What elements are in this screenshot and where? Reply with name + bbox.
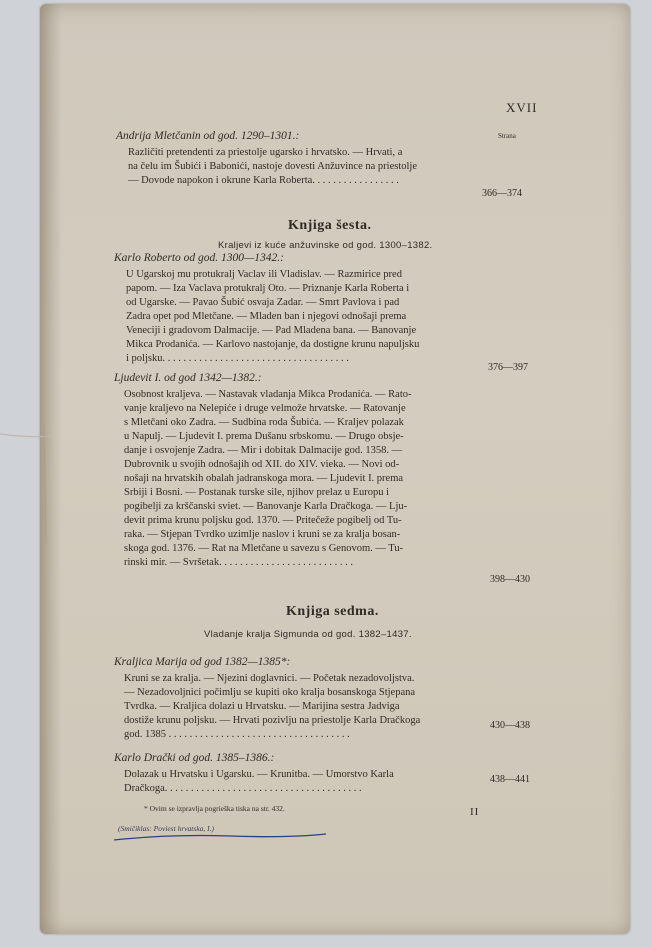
entry-heading: Ljudevit I. od god 1342—1382.: [114,372,262,384]
signature-mark: II [470,806,480,818]
entry-heading: Karlo Roberto od god. 1300—1342.: [114,252,284,264]
entry-line: Osobnost kraljeva. — Nastavak vladanja Mikca Prodanića. — Rato- [124,389,412,400]
binding-thread [0,424,60,544]
credit-line: (Smičiklas: Poviest hrvatska, I.) [118,824,215,833]
entry-line: Srbiji i Bosni. — Postanak turske sile, njihov prelaz u Europu i [124,487,390,498]
entry-heading: Karlo Drački od god. 1385–1386.: [114,752,275,764]
book-page [40,4,630,934]
entry-line: devit prima krunu poljsku god. 1370. — Pritečeže pogibelj od Tu- [124,515,402,526]
entry-line: od Ugarske. — Pavao Šubić osvaja Zadar. — Smrt Pavlova i pad [126,297,400,308]
entry-line: Dubrovnik u svojih odnošajih od XII. do XIV. vieka. — Novi od- [124,459,400,470]
page-range: 376—397 [488,362,528,373]
entry-line: Dolazak u Hrvatsku i Ugarsku. — Krunitba. — Umorstvo Karla [124,769,394,780]
page-range: 430—438 [490,720,530,731]
entry-heading: Kraljica Marija od god 1382—1385*: [114,656,291,668]
book-subtitle: Kraljevi iz kuće anžuvinske od god. 1300–1382. [218,240,433,251]
entry-line: pogibelji za krščanski sviet. — Banovanje Karla Dračkoga. — Lju- [124,501,408,512]
entry-line: raka. — Stjepan Tvrdko uzimlje naslov i kruni se za kralja bosan- [124,529,401,540]
entry-line: Mikca Prodanića. — Karlovo nastojanje, da dostigne krunu napuljsku [126,339,420,350]
entry-line: papom. — Iza Vaclava protukralj Oto. — Priznanje Karla Roberta i [126,283,410,294]
entry-line: skoga god. 1376. — Rat na Mletčane u savezu s Genovom. — Tu- [124,543,404,554]
entry-line: U Ugarskoj mu protukralj Vaclav ili Vladislav. — Razmirice pred [126,269,402,280]
entry-line: i poljsku. . . . . . . . . . . . . . . . . . . . . . . . . . . . . . . . . . . . [126,353,349,364]
entry-line: — Nezadovoljnici počimlju se kupiti oko kralja bosanskoga Stjepana [124,687,416,698]
book-title: Knjiga šesta. [288,218,372,233]
entry-line: u Napulj. — Ljudevit I. prema Dušanu srbskomu. — Drugo obsje- [124,431,404,442]
entry-line: Tvrdka. — Kraljica dolazi u Hrvatsku. — Marijina sestra Jadviga [124,701,400,712]
entry-line: Dračkoga. . . . . . . . . . . . . . . . . . . . . . . . . . . . . . . . . . . . . . [124,783,362,794]
entry-line: danje i osvojenje Zadra. — Mir i dobitak Dalmacije god. 1358. — [124,445,403,456]
page-range: 366—374 [482,188,522,199]
column-header: Strana [498,132,516,140]
entry-line: Veneciji i gradovom Dalmacije. — Pad Mladena bana. — Banovanje [126,325,417,336]
book-subtitle: Vladanje kralja Sigmunda od god. 1382–1437. [204,629,412,640]
entry-line: — Dovode napokon i okrune Karla Roberta. . . . . . . . . . . . . . . . . [128,175,399,186]
page-range: 438—441 [490,774,530,785]
entry-line: s Mletčani oko Zadra. — Sudbina roda Šubića. — Kraljev polazak [124,417,404,428]
page-range: 398—430 [490,574,530,585]
page-number: XVII [506,100,538,115]
book-title: Knjiga sedma. [286,604,379,619]
entry-line: nošaji na hrvatskih obalah jadranskoga mora. — Ljudevit I. prema [124,473,404,484]
pen-underline [110,830,330,844]
entry-heading: Andrija Mletčanin od god. 1290–1301.: [116,130,300,142]
entry-line: god. 1385 . . . . . . . . . . . . . . . . . . . . . . . . . . . . . . . . . . . [124,729,350,740]
entry-line: vanje kraljevo na Nelepiće i druge velmože hrvatske. — Ratovanje [124,403,406,414]
entry-line: na čelu im Šubići i Babonići, nastoje dovesti Anžuvince na priestolje [128,161,417,172]
entry-line: Zadra opet pod Mletčane. — Mladen ban i njegovi odnošaji prema [126,311,407,322]
entry-line: Kruni se za kralja. — Njezini doglavnici. — Početak nezadovoljstva. [124,673,415,684]
entry-line: dostiže krunu poljsku. — Hrvati pozivlju na priestolje Karla Dračkoga [124,715,421,726]
footnote: * Ovim se izpravlja pogrieška tiska na str. 432. [144,804,285,813]
entry-line: Različiti pretendenti za priestolje ugarsko i hrvatsko. — Hrvati, a [128,147,403,158]
entry-line: rinski mir. — Svršetak. . . . . . . . . . . . . . . . . . . . . . . . . . [124,557,353,568]
